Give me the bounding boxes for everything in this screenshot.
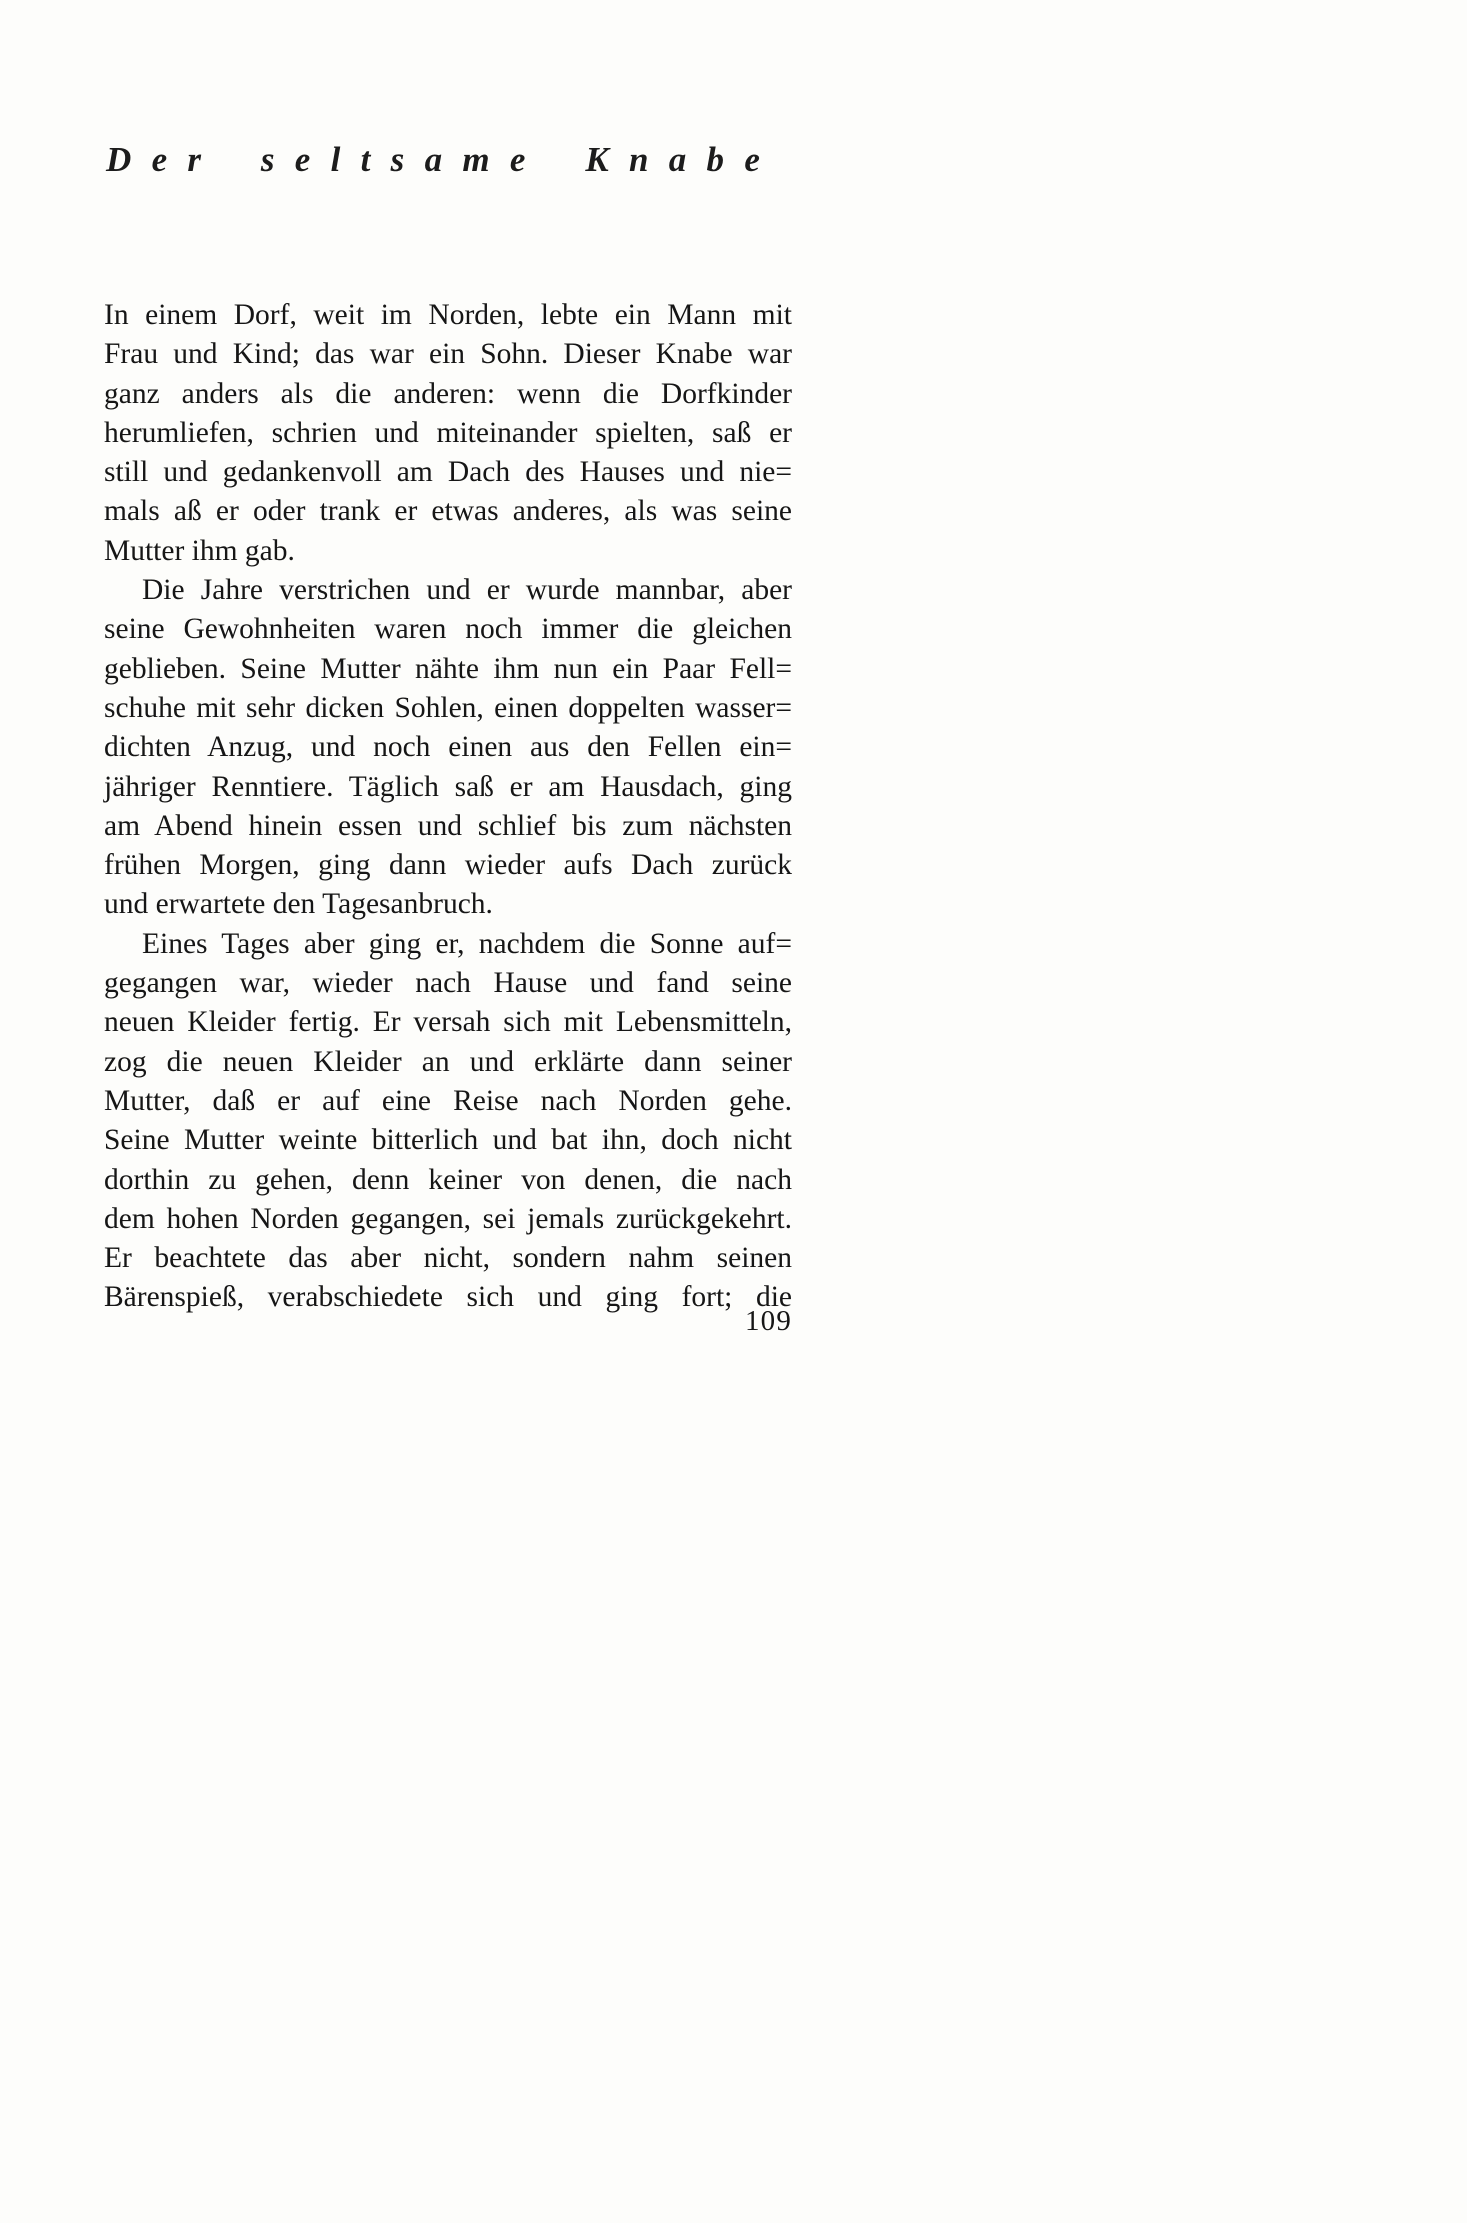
text-line: Frau und Kind; das war ein Sohn. Dieser Knabe war xyxy=(104,338,792,371)
page-body xyxy=(104,296,792,1318)
text-line: jähriger Renntiere. Täglich saß er am Hausdach, ging xyxy=(104,770,792,803)
text-line: seine Gewohnheiten waren noch immer die gleichen xyxy=(104,613,792,646)
text-line: herumliefen, schrien und miteinander spielten, saß er xyxy=(104,416,792,449)
text-line: ganz anders als die anderen: wenn die Dorfkinder xyxy=(104,377,792,410)
text-line: Die Jahre verstrichen und er wurde mannbar, aber xyxy=(142,574,792,607)
text-line: Er beachtete das aber nicht, sondern nahm seinen xyxy=(104,1242,792,1275)
page-title: Der seltsame Knabe xyxy=(106,140,781,179)
page-number: 109 xyxy=(745,1305,792,1337)
text-line: still und gedankenvoll am Dach des Hauses und nie= xyxy=(104,456,792,489)
text-line: mals aß er oder trank er etwas anderes, als was seine xyxy=(104,495,792,528)
text-line: Seine Mutter weinte bitterlich und bat ihn, doch nicht xyxy=(104,1124,792,1157)
text-line: am Abend hinein essen und schlief bis zum nächsten xyxy=(104,809,792,842)
text-line: frühen Morgen, ging dann wieder aufs Dach zurück xyxy=(104,849,792,882)
text-line: und erwartete den Tagesanbruch. xyxy=(104,888,493,921)
text-line: Mutter ihm gab. xyxy=(104,534,295,567)
text-line: Bärenspieß, verabschiedete sich und ging fort; die xyxy=(104,1281,792,1314)
text-line: In einem Dorf, weit im Norden, lebte ein Mann mit xyxy=(104,299,792,331)
text-line: geblieben. Seine Mutter nähte ihm nun ein Paar Fell= xyxy=(104,652,792,685)
text-line: schuhe mit sehr dicken Sohlen, einen doppelten wasser= xyxy=(104,691,792,724)
text-line: Eines Tages aber ging er, nachdem die Sonne auf= xyxy=(142,927,792,960)
text-line: dem hohen Norden gegangen, sei jemals zurückgekehrt. xyxy=(104,1202,792,1235)
text-line: zog die neuen Kleider an und erklärte dann seiner xyxy=(104,1045,792,1078)
text-line: Mutter, daß er auf eine Reise nach Norden gehe. xyxy=(104,1084,792,1117)
text-line: neuen Kleider fertig. Er versah sich mit Lebensmitteln, xyxy=(104,1006,792,1039)
text-line: dichten Anzug, und noch einen aus den Fellen ein= xyxy=(104,731,792,764)
text-line: gegangen war, wieder nach Hause und fand seine xyxy=(104,967,792,1000)
text-line: dorthin zu gehen, denn keiner von denen, die nach xyxy=(104,1163,792,1196)
